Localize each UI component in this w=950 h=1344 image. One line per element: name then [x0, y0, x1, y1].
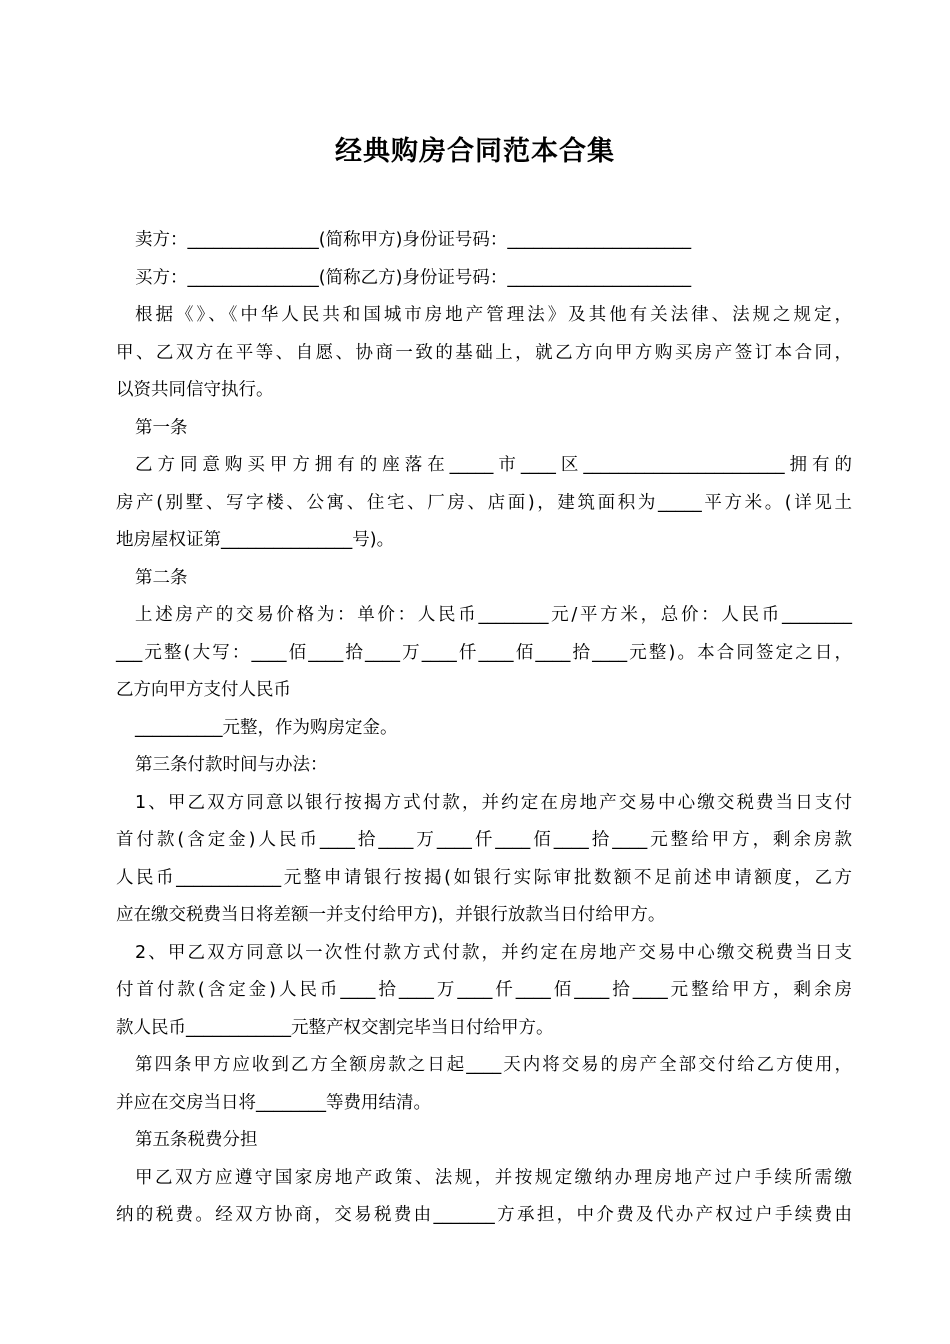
article-4-line-1: 第四条甲方应收到乙方全额房款之日起____天内将交易的房产全部交付给乙方使用， — [135, 1055, 852, 1075]
preamble-line-2: 甲、乙双方在平等、自愿、协商一致的基础上，就乙方向甲方购买房产签订本合同， — [116, 342, 852, 363]
article-5-heading: 第五条税费分担 — [135, 1130, 258, 1150]
document-body — [116, 222, 852, 1235]
article-1-heading: 第一条 — [135, 417, 188, 438]
article-3-item-1-line-2: 首付款(含定金)人民币____拾____万____仟____佰____拾____元整给甲方，剩余房款 — [116, 830, 852, 850]
article-3-item-2-line-1: 2、甲乙双方同意以一次性付款方式付款，并约定在房地产交易中心缴交税费当日支 — [135, 942, 852, 963]
article-2-heading: 第二条 — [135, 567, 188, 588]
article-1-line-1: 乙方同意购买甲方拥有的座落在_____市____区_______________________拥有的 — [135, 455, 852, 475]
article-3-item-1-line-3: 人民币____________元整申请银行按揭(如银行实际审批数额不足前述申请额度，乙方 — [116, 867, 852, 888]
article-2-line-1: 上述房产的交易价格为：单价：人民币________元/平方米，总价：人民币________ — [135, 605, 852, 625]
article-2-line-3: 乙方向甲方支付人民币 — [116, 680, 291, 700]
seller-line: 卖方：_______________(简称甲方)身份证号码：_____________________ — [135, 230, 692, 250]
preamble-line-3: 以资共同信守执行。 — [116, 380, 274, 400]
article-4-line-2: 并应在交房当日将________等费用结清。 — [116, 1092, 431, 1113]
article-3-item-1-line-1: 1、甲乙双方同意以银行按揭方式付款，并约定在房地产交易中心缴交税费当日支付 — [135, 792, 852, 813]
article-3-heading: 第三条付款时间与办法： — [135, 755, 328, 775]
article-2-line-2: ___元整(大写：____佰____拾____万____仟____佰____拾____元整)。本合同签定之日， — [116, 642, 852, 663]
buyer-line: 买方：_______________(简称乙方)身份证号码：_____________________ — [135, 267, 692, 288]
preamble-line-1: 根据《》、《中华人民共和国城市房地产管理法》及其他有关法律、法规之规定， — [135, 305, 852, 325]
article-3-item-2-line-3: 款人民币____________元整产权交割完毕当日付给甲方。 — [116, 1017, 554, 1038]
article-2-line-4: __________元整，作为购房定金。 — [135, 717, 398, 738]
document-title: 经典购房合同范本合集 — [335, 136, 615, 167]
article-1-line-3: 地房屋权证第_______________号)。 — [116, 530, 395, 550]
article-5-line-2: 纳的税费。经双方协商，交易税费由_______方承担，中介费及代办产权过户手续费由 — [116, 1205, 852, 1225]
article-5-line-1: 甲乙双方应遵守国家房地产政策、法规，并按规定缴纳办理房地产过户手续所需缴 — [135, 1167, 852, 1188]
article-3-item-1-line-4: 应在缴交税费当日将差额一并支付给甲方)，并银行放款当日付给甲方。 — [116, 905, 666, 925]
article-3-item-2-line-2: 付首付款(含定金)人民币____拾____万____仟____佰____拾____元整给甲方，剩余房 — [116, 980, 852, 1000]
article-1-line-2: 房产(别墅、写字楼、公寓、住宅、厂房、店面)，建筑面积为_____平方米。(详见土 — [116, 492, 852, 513]
